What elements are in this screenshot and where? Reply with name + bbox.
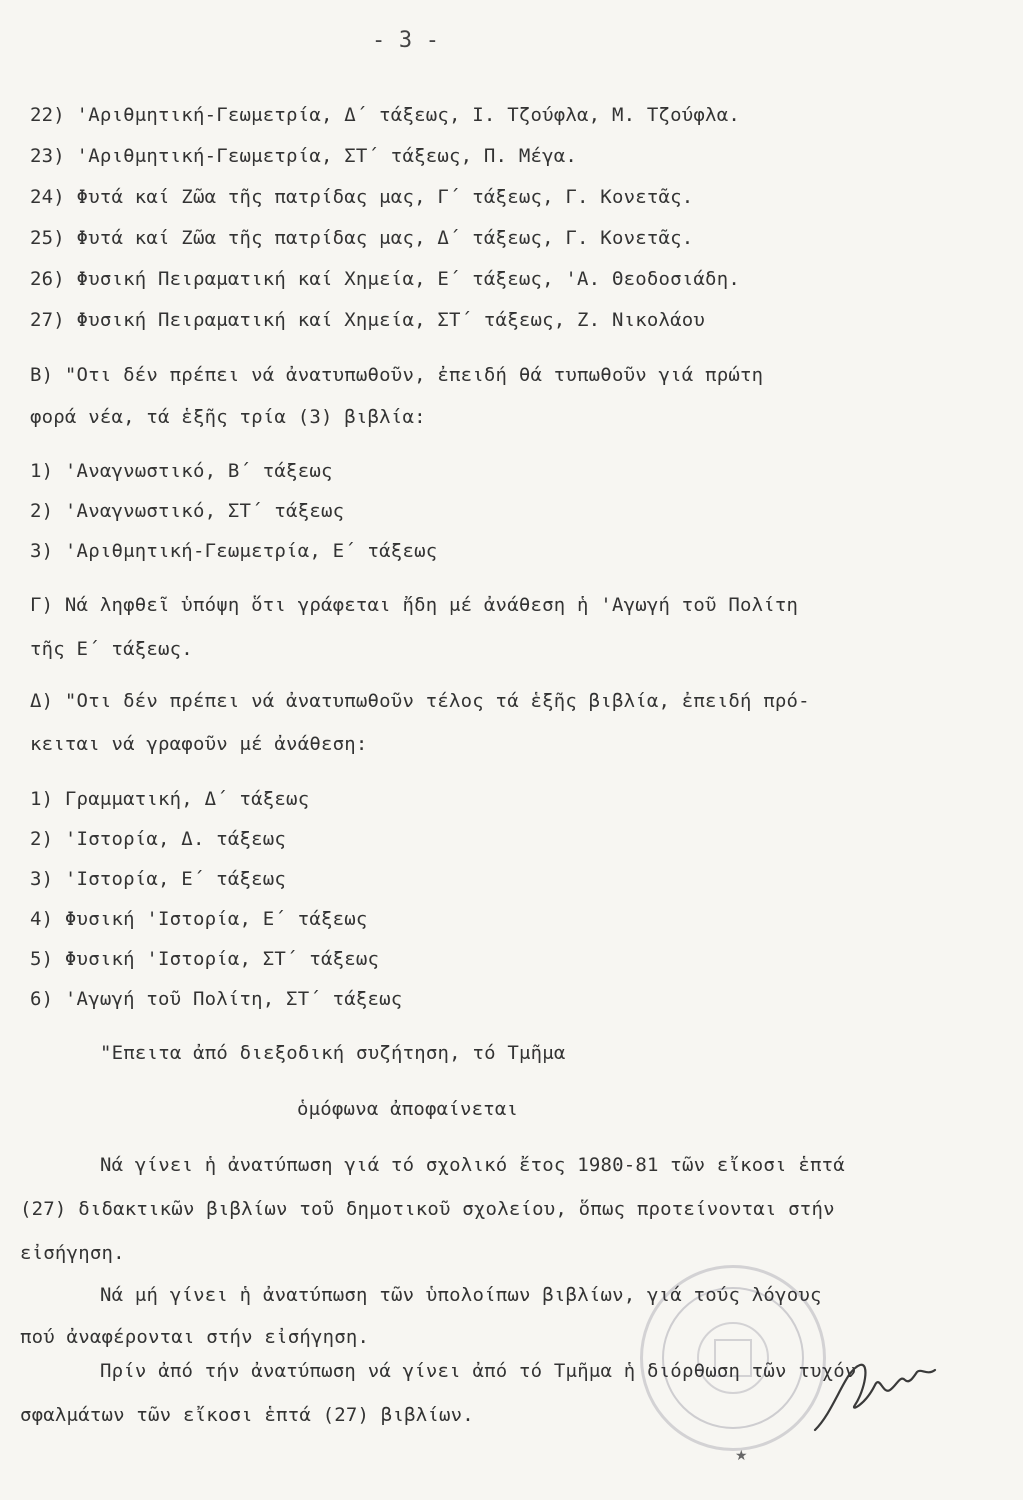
list-item: 3) 'Ιστορία, Ε΄ τάξεως [30, 868, 287, 890]
paragraph-line: Νά γίνει ἡ ἀνατύπωση γιά τό σχολικό ἔτος 1980-81 τῶν εἴκοσι ἑπτά [100, 1154, 845, 1176]
paragraph-line: (27) διδακτικῶν βιβλίων τοῦ δημοτικοῦ σχολείου, ὅπως προτείνονται στήν [20, 1198, 835, 1220]
decision-heading: ὁμόφωνα ἀποφαίνεται [297, 1098, 519, 1120]
paragraph-line: σφαλμάτων τῶν εἴκοσι ἑπτά (27) βιβλίων. [20, 1404, 474, 1426]
page-number: - 3 - [372, 28, 440, 53]
list-item: 2) 'Ιστορία, Δ. τάξεως [30, 828, 287, 850]
official-stamp [640, 1265, 826, 1451]
list-item: 26) Φυσική Πειραματική καί Χημεία, Ε΄ τάξεως, 'Α. Θεοδοσιάδη. [30, 268, 740, 290]
star-icon: ★ [735, 1448, 748, 1464]
section-d-text: κειται νά γραφοῦν μέ ἀνάθεση: [30, 733, 368, 755]
section-b-text: φορά νέα, τά ἑξῆς τρία (3) βιβλία: [30, 406, 426, 428]
list-item: 22) 'Αριθμητική-Γεωμετρία, Δ΄ τάξεως, Ι. Τζούφλα, Μ. Τζούφλα. [30, 104, 740, 126]
paragraph-line: πού ἀναφέρονται στήν εἰσήγηση. [20, 1326, 370, 1348]
section-g-text: Γ) Νά ληφθεῖ ὑπόψη ὅτι γράφεται ἤδη μέ ἀνάθεση ἡ 'Αγωγή τοῦ Πολίτη [30, 594, 799, 616]
list-item: 27) Φυσική Πειραματική καί Χημεία, ΣΤ΄ τάξεως, Ζ. Νικολάου [30, 309, 706, 331]
section-d-text: Δ) "Οτι δέν πρέπει νά ἀνατυπωθοῦν τέλος τά ἑξῆς βιβλία, ἐπειδή πρό- [30, 690, 810, 712]
list-item: 4) Φυσική 'Ιστορία, Ε΄ τάξεως [30, 908, 368, 930]
list-item: 5) Φυσική 'Ιστορία, ΣΤ΄ τάξεως [30, 948, 380, 970]
list-item: 1) 'Αναγνωστικό, Β΄ τάξεως [30, 460, 333, 482]
paragraph-line: Πρίν ἀπό τήν ἀνατύπωση νά γίνει ἀπό τό Τμῆμα ἡ διόρθωση τῶν τυχόν [100, 1360, 857, 1382]
list-item: 3) 'Αριθμητική-Γεωμετρία, Ε΄ τάξεως [30, 540, 438, 562]
conclusion-intro: "Επειτα ἀπό διεξοδική συζήτηση, τό Τμῆμα [100, 1042, 566, 1064]
list-item: 6) 'Αγωγή τοῦ Πολίτη, ΣΤ΄ τάξεως [30, 988, 403, 1010]
list-item: 25) Φυτά καί Ζῶα τῆς πατρίδας μας, Δ΄ τάξεως, Γ. Κονετᾶς. [30, 227, 694, 249]
list-item: 1) Γραμματική, Δ΄ τάξεως [30, 788, 310, 810]
list-item: 23) 'Αριθμητική-Γεωμετρία, ΣΤ΄ τάξεως, Π. Μέγα. [30, 145, 578, 167]
list-item: 24) Φυτά καί Ζῶα τῆς πατρίδας μας, Γ΄ τάξεως, Γ. Κονετᾶς. [30, 186, 694, 208]
section-b-text: Β) "Οτι δέν πρέπει νά ἀνατυπωθοῦν, ἐπειδή θά τυπωθοῦν γιά πρώτη [30, 364, 764, 386]
paragraph-line: Νά μή γίνει ἡ ἀνατύπωση τῶν ὑπολοίπων βιβλίων, γιά τούς λόγους [100, 1284, 822, 1306]
list-item: 2) 'Αναγνωστικό, ΣΤ΄ τάξεως [30, 500, 345, 522]
section-g-text: τῆς Ε΄ τάξεως. [30, 638, 193, 660]
paragraph-line: εἰσήγηση. [20, 1242, 125, 1264]
handwritten-signature [805, 1350, 945, 1440]
stamp-graphic [643, 1268, 823, 1448]
